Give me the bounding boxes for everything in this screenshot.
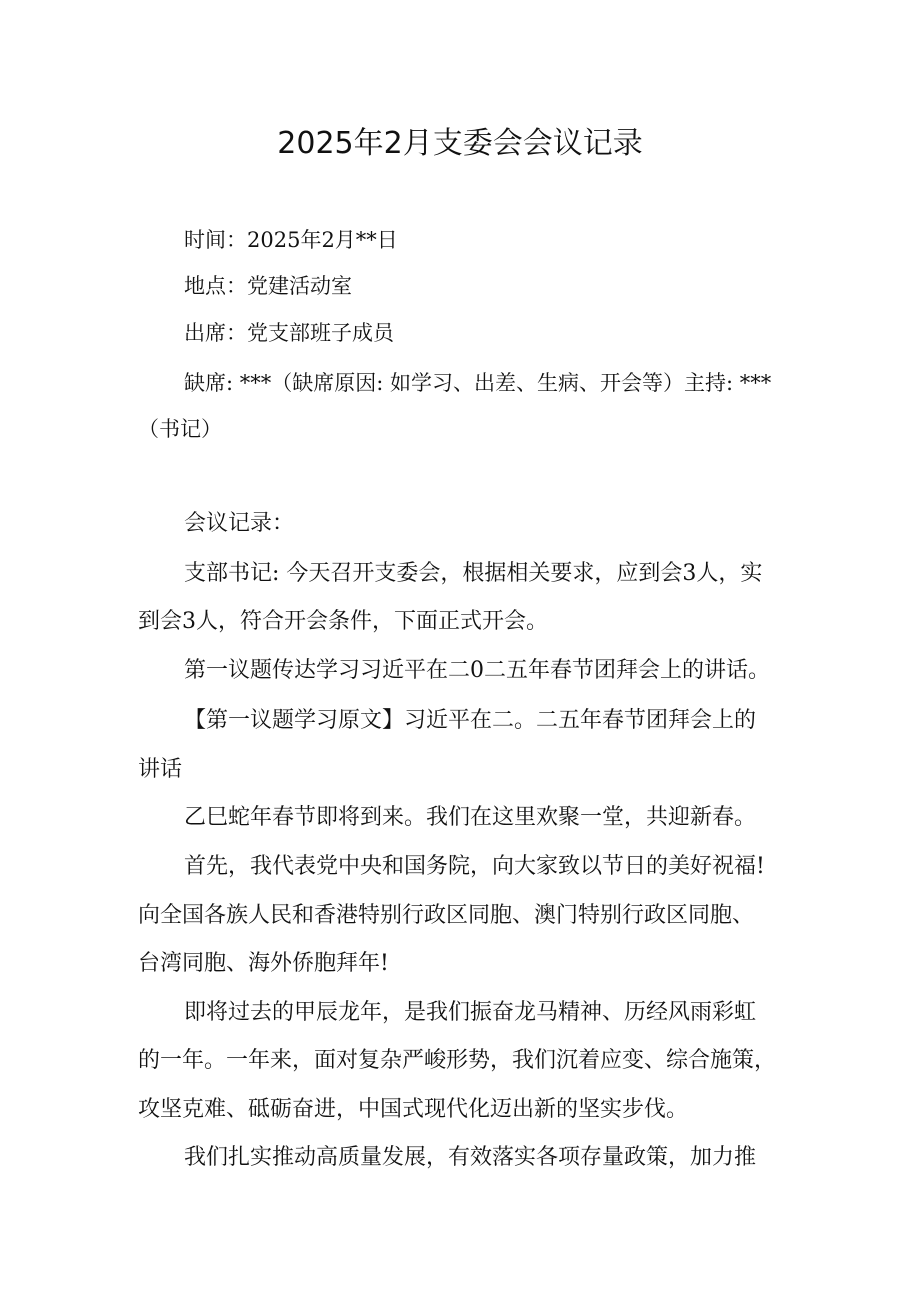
- body-line-11: 的一年。一年来，面对复杂严峻形势，我们沉着应变、综合施策，: [138, 1048, 777, 1073]
- body-line-12: 攻坚克难、砥砺奋进，中国式现代化迈出新的坚实步伐。: [138, 1097, 689, 1122]
- body-line-1: 支部书记: 今天召开支委会，根据相关要求，应到会3人，实: [184, 561, 763, 586]
- meta-place: [184, 271, 824, 301]
- time-label: 时间：: [184, 228, 247, 252]
- meta-time: [184, 225, 824, 255]
- body-line-13: 我们扎实推动高质量发展，有效落实各项存量政策，加力推: [184, 1145, 757, 1170]
- body-line-6: 乙巳蛇年春节即将到来。我们在这里欢聚一堂，共迎新春。: [184, 805, 757, 830]
- place-label: 地点：: [184, 274, 247, 298]
- attendees-label: 出席：: [184, 321, 247, 345]
- body-line-3: 第一议题传达学习习近平在二0二五年春节团拜会上的讲话。: [184, 658, 770, 683]
- meta-attendees: [184, 318, 824, 348]
- attendees-value: 党支部班子成员: [247, 321, 394, 345]
- time-value: 2025年2月**日: [247, 228, 398, 252]
- meta-absent-line-2: （书记）: [138, 417, 222, 441]
- body-line-2: 到会3人，符合开会条件，下面正式开会。: [138, 609, 548, 634]
- body-line-7: 首先，我代表党中央和国务院，向大家致以节日的美好祝福!: [184, 854, 765, 879]
- body-line-8: 向全国各族人民和香港特别行政区同胞、澳门特别行政区同胞、: [138, 903, 755, 928]
- body-line-9: 台湾同胞、海外侨胞拜年!: [138, 951, 389, 976]
- record-heading: 会议记录：: [184, 511, 295, 536]
- body-line-4: 【第一议题学习原文】习近平在二。二五年春节团拜会上的: [184, 708, 757, 733]
- meta-absent-line-1: 缺席: ***（缺席原因: 如学习、出差、生病、开会等）主持: ***: [184, 371, 772, 395]
- body-line-10: 即将过去的甲辰龙年，是我们振奋龙马精神、历经风雨彩虹: [184, 1000, 757, 1025]
- body-line-5: 讲话: [138, 757, 183, 782]
- place-value: 党建活动室: [247, 274, 352, 298]
- document-title: 2025年2月支委会会议记录: [277, 126, 643, 161]
